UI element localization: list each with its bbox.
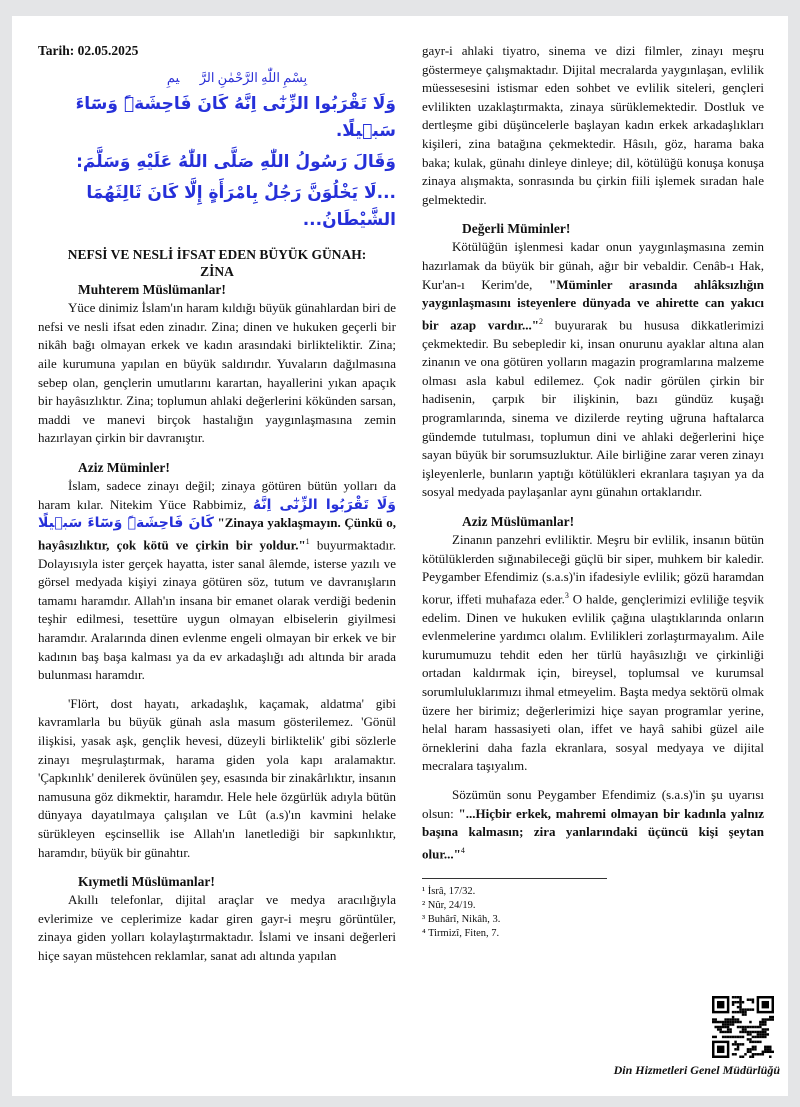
- paragraph-2: [38, 477, 396, 685]
- inline-arabic-verse: وَلَا تَقْرَبُوا الزِّنٰٓى اِنَّهُ كَانَ فَاحِشَةًۜ وَسَٓاءَ سَب۪يلًا: [38, 496, 397, 532]
- paragraph-1: Yüce dinimiz İslam'ın haram kıldığı büyük günahlardan biri de nefsi ve nesli ifsat eden zinadır. Zina; dinen ve hukuken geçerli bir nikâh bağı olmayan erkek ve kadın arasındaki birlikteliktir. Zina; aile kurumuna yapılan en büyük saldırıdır. Yuvaların dağılmasına sebep olan, gençlerin umutlarını karartan, hayallerini yıkan apaçık bir hayâsızlıktır. Zina; toplumun ahlaki değerlerini kökünden sarsan, maddi ve manevi birçok hastalığın yaygınlaşmasına zemin hazırlayan çirkin bir davranıştır.: [38, 300, 396, 446]
- qr-code-icon[interactable]: [712, 996, 774, 1058]
- verse-quote-2: "Müminler arasında ahlâksızlığın yaygınlaşmasını isteyenlere dünyada ve ahirette can yakıcı bir azap vardır...": [422, 276, 764, 333]
- verse-translation: "Zinaya yaklaşmayın. Çünkü o, hayâsızlıktır, çok kötü ve çirkin bir yoldur.": [38, 515, 397, 553]
- paragraph-5-b: buyurarak bu hususa dikkatlerimizi çekmektedir. Bu sebepledir ki, insan onurunu ayaklar altına alan zinanın ve ona götüren yolların magazin programlarına malzeme olması asla kabul edilemez. Çok nadir görülen çirkin bir hadisenin, çarpık bir ilişkinin, bazı gündüz kuşağı programlarında, sinema ve dizilerde reyting uğruna haftalarca gündemde tutulması, toplumun dini ve ahlaki değerlerini hiçe sayan büyük bir sorumsuzluktur. Aile birliğine zarar veren zinayı işleyenlerle, bunların yaptığı kötülükleri ekranlara taşıyan ya da sosyal medyada paylaşanlar aynı günahın ortaklarıdır.: [422, 317, 764, 500]
- footnotes: [422, 885, 764, 941]
- paragraph-4: Akıllı telefonlar, dijital araçlar ve medya aracılığıyla evlerimize ve ceplerimize kadar giren gayr-i meşru görüntüler, zinaya giden yolları kolaylaştırmaktadır. İslami ve insani değerleri hiçe sayan müstehcen reklamlar, sanat adı altında yapılan: [38, 892, 396, 963]
- arabic-verse-2: وَقَالَ رَسُولُ اللّٰهِ صَلَّى اللّٰهُ عَلَيْهِ وَسَلَّمَ:: [76, 152, 396, 173]
- signature: Din Hizmetleri Genel Müdürlüğü: [613, 1063, 780, 1077]
- title-line-1: NEFSİ VE NESLİ İFSAT EDEN BÜYÜK GÜNAH:: [67, 247, 367, 263]
- hadith-quote: "...Hiçbir erkek, mahremi olmayan bir kadınla yalnız başına kalmasın; zira yanlarındaki üçüncü kişi şeytan olur...": [422, 805, 764, 862]
- arabic-verse-1: وَلَا تَقْرَبُوا الزِّنٰٓى اِنَّهُ كَانَ فَاحِشَةًۜ وَسَٓاءَ سَب۪يلًا.: [75, 94, 396, 142]
- footnote-3: ³ Buhârî, Nikâh, 3.: [422, 913, 501, 925]
- footnote-ref-4: 4: [460, 845, 465, 855]
- footnote-ref-2: 2: [539, 316, 544, 326]
- paragraph-5: [422, 238, 764, 502]
- heading-2: Aziz Müminler!: [78, 459, 170, 475]
- sermon-title: [38, 246, 396, 280]
- paragraph-3: 'Flört, dost hayatı, arkadaşlık, kaçamak, aldatma' gibi kavramlarla bu büyük günah asla masum gösterilemez. 'Gönül ilişkisi, yasak aşk, gençlik hevesi, düzeyli birliktelik' gibi sözlerle zinayı meşrulaştırmak, harama giden yola kapı aralamaktır. 'Çapkınlık' denilerek övünülen şey, esasında bir zinakârlıktır, insanın namusuna göz dikmektir, haramdır. Hele hele özgürlük adıyla bütün dünyaya dayatılmaya çalışılan ve Lût (a.s)'ın kavmini helake sürükleyen eşcinsellik ise Allah'ın lanetlediği bir sapkınlıktır, haramdır, büyük bir günahtır.: [38, 695, 396, 860]
- paragraph-2-b: buyurmaktadır. Dolayısıyla ister gerçek hayatta, ister sanal âlemde, isterse yazılı ve görsel medyada kişiyi zinaya götüren söz, tutum ve davranışların tamamı haramdır. Allah'ın insana bir emanet olarak verdiği bedenin teşhir edilmesi, tesettüre uygun olmayan elbiselerin giyilmesi haramdır. Aralarında dinen evlenme engeli olmayan bir erkek ve bir kadının baş başa kalması ya da ev arkadaşlığı adı altında bir arada bulunması haramdır.: [38, 537, 396, 683]
- date: Tarih: 02.05.2025: [38, 43, 139, 58]
- footnote-ref-3: 3: [564, 590, 569, 600]
- paragraph-7-a: Sözümün sonu Peygamber Efendimiz (s.a.s)'in şu uyarısı olsun:: [422, 787, 764, 821]
- footnote-1: ¹ İsrâ, 17/32.: [422, 885, 476, 897]
- paragraph-2-a: İslam, sadece zinayı değil; zinaya götüren bütün yolları da haram kılar. Nitekim Yüce Rabbimiz,: [38, 477, 396, 512]
- paragraph-4-continued: gayr-i ahlaki tiyatro, sinema ve dizi filmler, zinayı meşru göstermeye çalışmaktadır. Dijital mecralarda yaygınlaşan, evlilik müessesesini istismar eden sohbet ve evlilik siteleri, gençleri evlilikten uzaklaştırmakta, zinaya sürüklemektedir. Dostluk ve dertleşme gibi düşüncelerle başlayan kadın erkek arkadaşlıkları kişileri, zina batağına çekmektedir. Hâsılı, göz, harama baka baka; kulak, günahı dinleye dinleye; dil, kötülüğü konuşa konuşa zinaya alışmakta, sonrasında bu çirkin fiili işlemek sıradan hale gelmektedir.: [422, 43, 764, 207]
- paragraph-6-a: Zinanın panzehri evliliktir. Meşru bir evlilik, insanın bütün kötülüklerden sığınabileceği güçlü bir siper, muhkem bir kaledir. Peygamber Efendimiz (s.a.s)'in ifadesiyle evlilik; gözü haramdan korur, iffeti muhafaza eder.: [422, 531, 764, 607]
- right-column: [422, 16, 764, 941]
- heading-3: Kıymetli Müslümanlar!: [78, 874, 215, 890]
- arabic-verse-3: ...لَا يَخْلُوَنَّ رَجُلٌ بِامْرَأَةٍ إِلَّا كَانَ ثَالِثَهُمَا الشَّيْطَانُ...: [86, 183, 396, 231]
- paragraph-7: [422, 786, 764, 864]
- paragraph-6-b: O halde, gençlerimizi evliliğe teşvik edelim. Dinen ve hukuken evlilik çağına ulaştıklarında onların evlenmelerine yardımcı olalım. Evlilikleri zorlaştırmayalım. Aile kurumumuzu tehdit eden her türlü hayâsızlığı ve çirkinliği ortadan kaldırmak için, bireysel, toplumsal ve kurumsal sorumluluklarımızı ihmal etmeyelim. Başta medya sektörü olmak üzere her birimiz; değerlerimizi hiçe sayan programlar yerine, helal haram hassasiyeti olan, iffet ve hayâ sahibi güzel aile örneklerini daha fazla ekranlara, sosyal medyaya ve dijital mecralara taşıyalım.: [422, 591, 764, 774]
- paragraph-5-a: Kötülüğün işlenmesi kadar onun yaygınlaşmasına zemin hazırlamak da büyük bir günah, ağır bir vebaldir. Cenâb-ı Hak, Kur'an-ı Kerim'de,: [422, 239, 764, 292]
- footnote-ref-1: 1: [305, 536, 310, 546]
- bismillah: بِسْمِ اللّٰهِ الرَّحْمٰنِ الرَّح۪يمِ: [166, 69, 308, 85]
- title-line-2: ZİNA: [200, 264, 234, 280]
- footnote-2: ² Nûr, 24/19.: [422, 899, 476, 911]
- heading-1: Muhterem Müslümanlar!: [78, 282, 226, 298]
- paragraph-6: [422, 531, 764, 776]
- footnote-divider: [422, 878, 607, 879]
- left-column: [38, 16, 396, 966]
- heading-5: Aziz Müslümanlar!: [462, 513, 575, 529]
- document-page: [12, 16, 788, 1096]
- heading-4: Değerli Müminler!: [462, 221, 571, 237]
- footnote-4: ⁴ Tirmizî, Fiten, 7.: [422, 927, 500, 939]
